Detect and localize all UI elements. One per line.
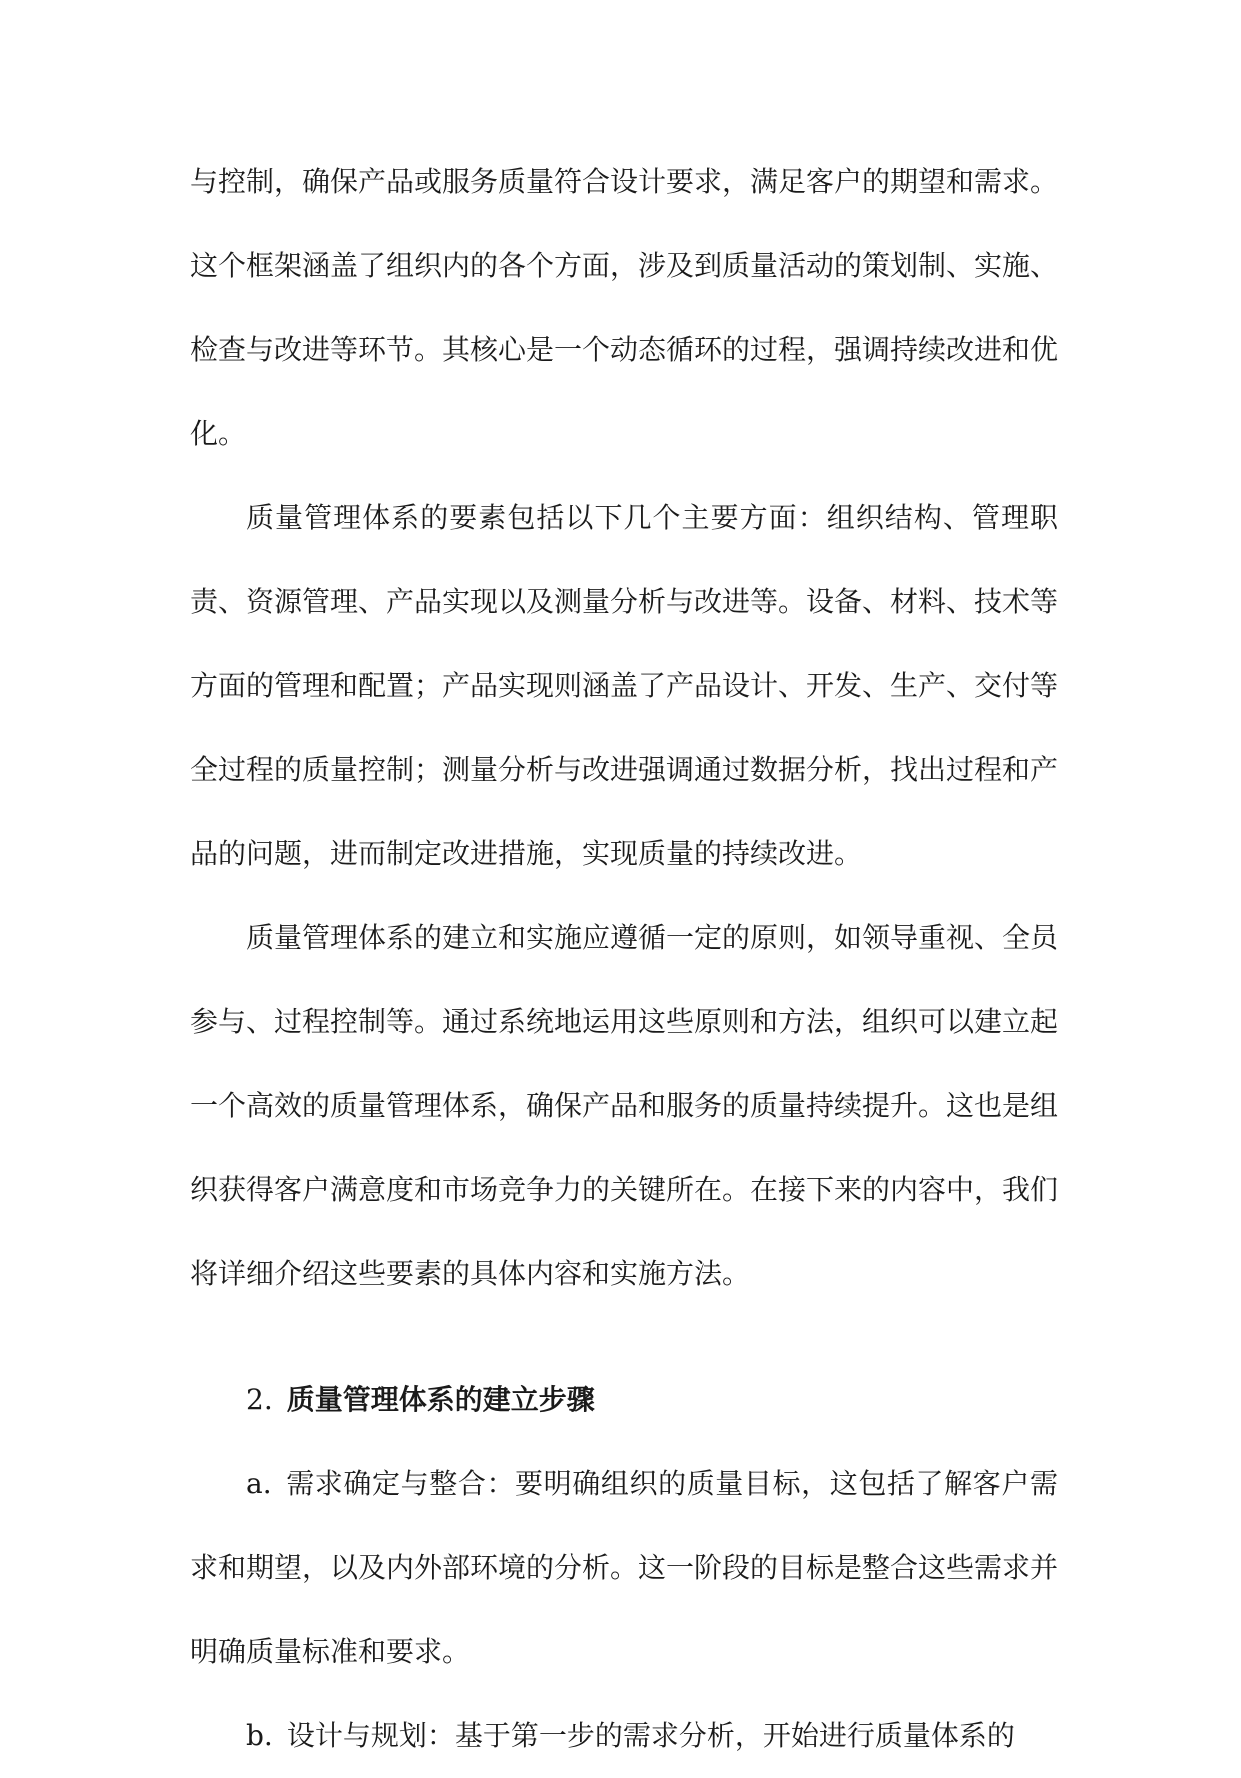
section-title: 质量管理体系的建立步骤 — [286, 1383, 595, 1416]
section-number: 2. — [246, 1383, 273, 1416]
step-marker: a. — [246, 1467, 272, 1500]
paragraph-principles: 质量管理体系的建立和实施应遵循一定的原则，如领导重视、全员参与、过程控制等。通过系统地运用这些原则和方法，组织可以建立起一个高效的质量管理体系，确保产品和服务的质量持续提升。这也是组织获得客户满意度和市场竞争力的关键所在。在接下来的内容中，我们将详细介绍这些要素的具体内容和实施方法。 — [190, 921, 1059, 1290]
paragraph-continuation: 与控制，确保产品或服务质量符合设计要求，满足客户的期望和需求。这个框架涵盖了组织内的各个方面，涉及到质量活动的策划制、实施、检查与改进等环节。其核心是一个动态循环的过程，强调持续改进和优化。 — [190, 165, 1059, 450]
step-marker: b. — [246, 1719, 273, 1752]
step-text: 需求确定与整合：要明确组织的质量目标，这包括了解客户需求和期望，以及内外部环境的分析。这一阶段的目标是整合这些需求并明确质量标准和要求。 — [190, 1467, 1059, 1668]
step-item — [190, 1442, 1058, 1694]
step-item — [190, 1694, 1058, 1778]
paragraph-elements: 质量管理体系的要素包括以下几个主要方面：组织结构、管理职责、资源管理、产品实现以及测量分析与改进等。设备、材料、技术等方面的管理和配置；产品实现则涵盖了产品设计、开发、生产、交付等全过程的质量控制；测量分析与改进强调通过数据分析，找出过程和产品的问题，进而制定改进措施，实现质量的持续改进。 — [190, 501, 1059, 870]
body-text — [190, 140, 1058, 1778]
step-text: 设计与规划：基于第一步的需求分析，开始进行质量体系的 — [286, 1719, 1015, 1752]
section-heading — [190, 1358, 1058, 1442]
